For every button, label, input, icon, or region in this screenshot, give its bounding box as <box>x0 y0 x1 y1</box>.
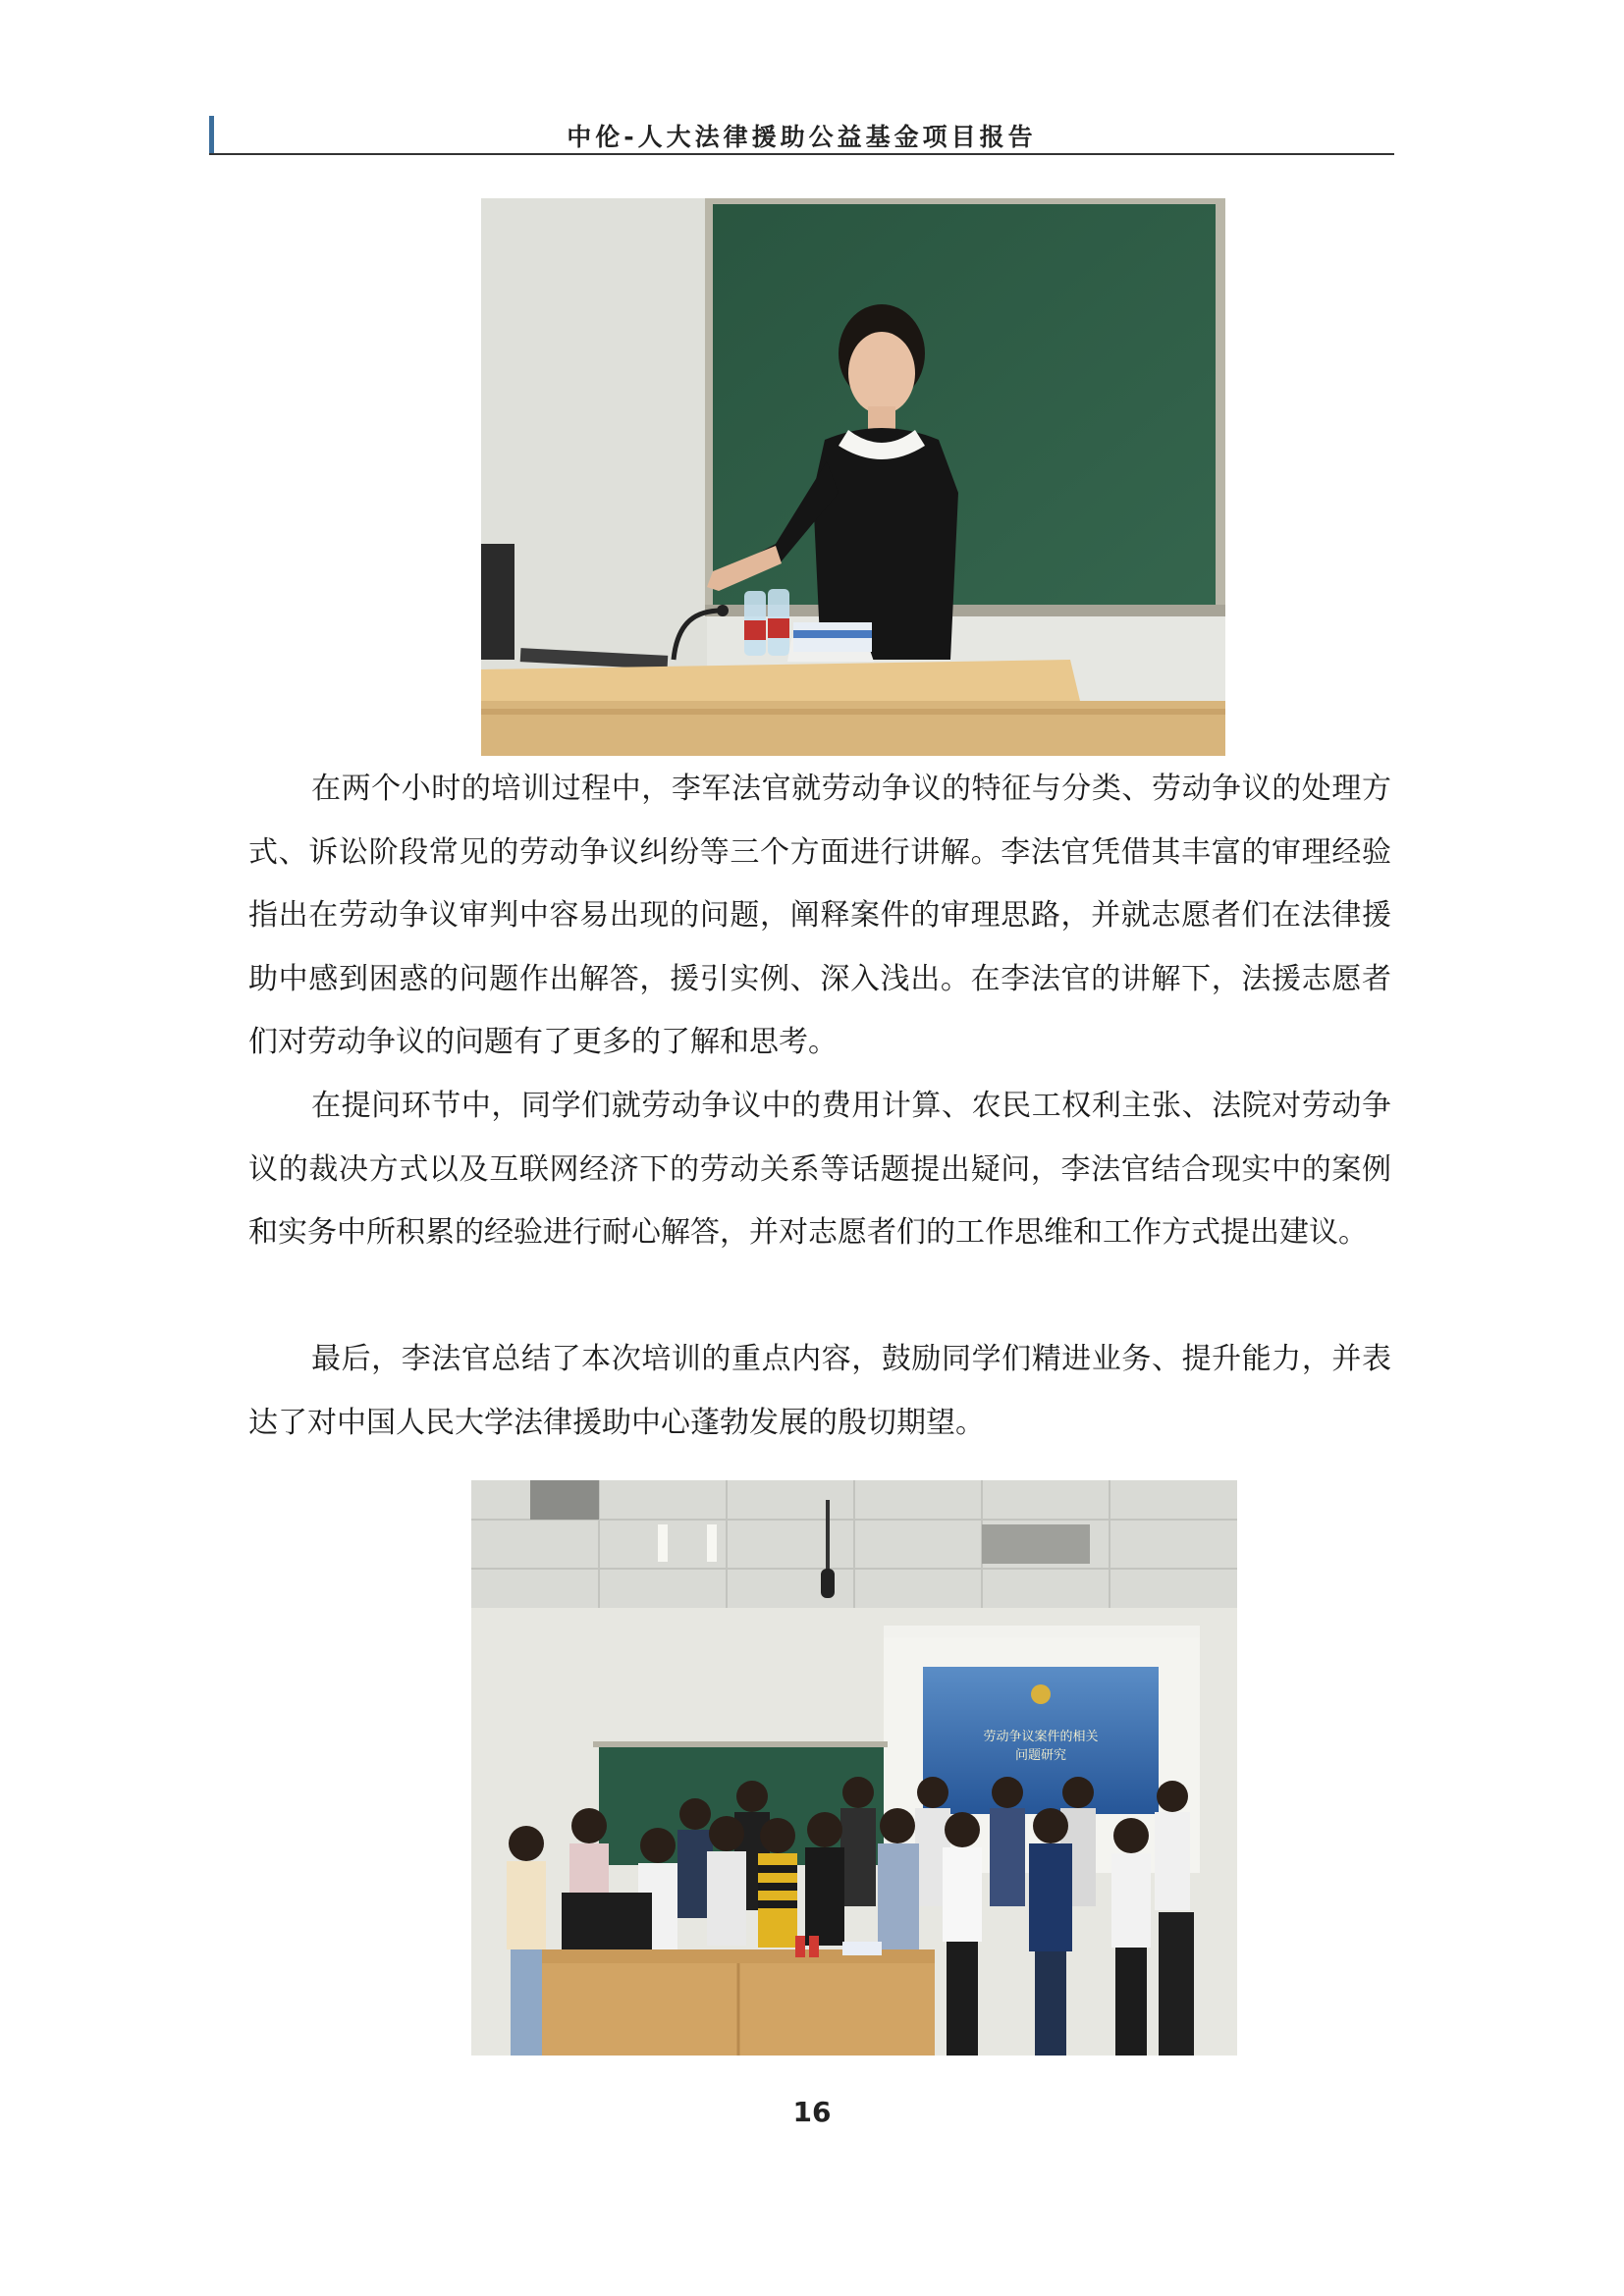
header-title: 中伦-人大法律援助公益基金项目报告 <box>567 123 1037 151</box>
page-number: 16 <box>792 2096 832 2128</box>
paragraph-training-content: 在两个小时的培训过程中，李军法官就劳动争议的特征与分类、劳动争议的处理方式、诉讼阶段常见的劳动争议纠纷等三个方面进行讲解。李法官凭借其丰富的审理经验指出在劳动争议审判中容易出现的问题，阐释案件的审理思路，并就志愿者们在法律援助中感到困惑的问题作出解答，援引实例、深入浅出。在李法官的讲解下，法援志愿者们对劳动争议的问题有了更多的了解和思考。 <box>248 772 1391 1059</box>
photo-lecturer <box>481 198 1225 756</box>
paragraph-summary: 最后，李法官总结了本次培训的重点内容，鼓励同学们精进业务、提升能力，并表达了对中国人民大学法律援助中心蓬勃发展的殷切期望。 <box>248 1342 1391 1440</box>
slide-title-line2: 问题研究 <box>1014 1748 1067 1763</box>
page-header <box>209 110 1394 155</box>
photo-lecturer-illustration <box>481 198 1225 756</box>
photo-group <box>471 1480 1237 2056</box>
paragraph-qa-session: 在提问环节中，同学们就劳动争议中的费用计算、农民工权利主张、法院对劳动争议的裁决方式以及互联网经济下的劳动关系等话题提出疑问，李法官结合现实中的案例和实务中所积累的经验进行耐心解答，并对志愿者们的工作思维和工作方式提出建议。 <box>248 1089 1391 1250</box>
slide-title-line1: 劳动争议案件的相关 <box>983 1730 1099 1744</box>
header-rule <box>209 153 1394 155</box>
photo-group-illustration <box>471 1480 1237 2056</box>
